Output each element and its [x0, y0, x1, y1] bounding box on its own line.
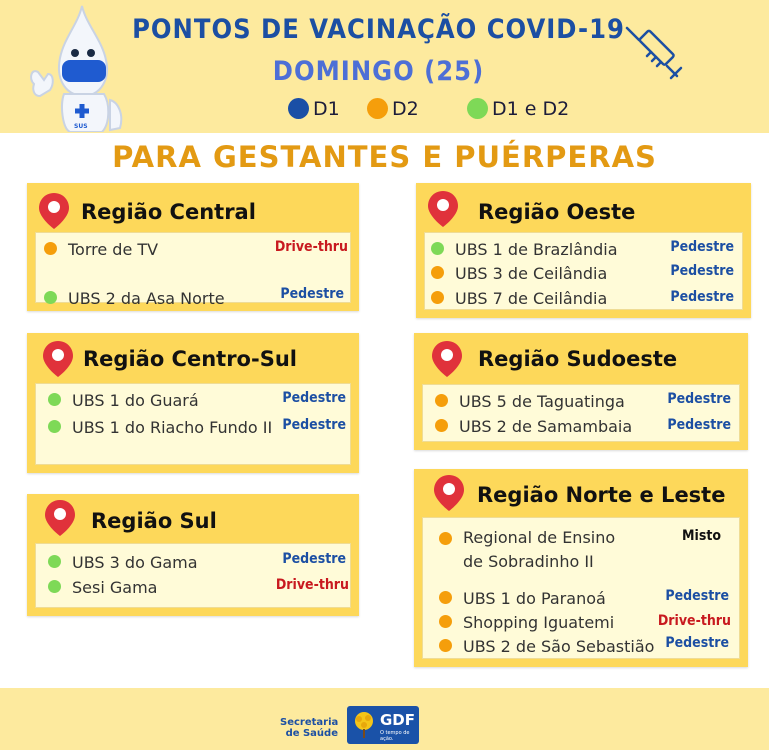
svg-text:SUS: SUS	[74, 123, 88, 130]
location-name: UBS 1 do Riacho Fundo II	[72, 418, 273, 437]
legend-d1d2	[467, 98, 569, 120]
ipe-flower-icon	[351, 711, 377, 739]
location-name: UBS 3 de Ceilândia	[455, 264, 608, 283]
dose-dot	[48, 420, 61, 433]
dose-dot	[435, 419, 448, 432]
access-mode: Drive-thru	[657, 613, 731, 629]
dose-dot	[439, 639, 452, 652]
access-mode: Pedestre	[667, 417, 731, 433]
region-card-norte-leste	[414, 469, 748, 667]
page-title: PONTOS DE VACINAÇÃO COVID-19	[132, 14, 625, 45]
gdf-label: GDF	[380, 711, 416, 729]
access-mode: Misto	[681, 528, 721, 544]
location-pin-icon	[41, 339, 75, 379]
access-mode: Pedestre	[670, 289, 734, 305]
location-pin-icon	[426, 189, 460, 229]
location-name: UBS 2 de São Sebastião	[463, 637, 655, 656]
region-list	[422, 384, 740, 442]
region-title: Região Sudoeste	[478, 347, 678, 371]
region-title: Região Sul	[91, 509, 217, 533]
dose-dot	[431, 266, 444, 279]
page-day: DOMINGO (25)	[272, 56, 485, 87]
legend-d2-dot	[367, 98, 388, 119]
region-list	[422, 517, 740, 659]
access-mode: Pedestre	[282, 551, 346, 567]
region-card-sudoeste	[414, 333, 748, 450]
gdf-logo	[347, 706, 419, 744]
region-list	[35, 232, 351, 308]
access-mode: Pedestre	[665, 635, 729, 651]
region-card-sul	[27, 494, 359, 616]
location-name: UBS 7 de Ceilândia	[455, 289, 608, 308]
legend-d1-label: D1	[313, 98, 340, 120]
secretaria-line1: Secretaria	[280, 717, 339, 728]
region-title: Região Central	[81, 200, 256, 224]
syringe-icon	[625, 26, 685, 88]
dose-dot	[48, 580, 61, 593]
access-mode: Pedestre	[282, 417, 346, 433]
dose-dot	[431, 242, 444, 255]
access-mode: Pedestre	[280, 286, 344, 302]
location-name: UBS 2 de Samambaia	[459, 417, 633, 436]
legend-d2	[367, 98, 419, 120]
access-mode: Pedestre	[670, 263, 734, 279]
dose-dot	[44, 242, 57, 255]
region-card-oeste	[416, 183, 751, 318]
location-name-line2: de Sobradinho II	[463, 552, 594, 571]
dose-dot	[431, 291, 444, 304]
location-name: UBS 2 da Asa Norte	[68, 289, 225, 308]
region-card-centro-sul	[27, 333, 359, 473]
legend-d1d2-dot	[467, 98, 488, 119]
dose-dot	[439, 532, 452, 545]
region-title: Região Norte e Leste	[477, 483, 726, 507]
location-name: UBS 1 do Guará	[72, 391, 199, 410]
location-pin-icon	[37, 191, 71, 231]
location-pin-icon	[430, 339, 464, 379]
dose-dot	[48, 393, 61, 406]
region-list	[35, 543, 351, 608]
location-name: Sesi Gama	[72, 578, 158, 597]
access-mode: Pedestre	[670, 239, 734, 255]
region-card-central	[27, 183, 359, 311]
access-mode: Pedestre	[665, 588, 729, 604]
access-mode: Pedestre	[282, 390, 346, 406]
region-list	[35, 383, 351, 465]
dose-dot	[439, 591, 452, 604]
legend-d2-label: D2	[392, 98, 419, 120]
location-name: UBS 3 do Gama	[72, 553, 198, 572]
location-name: Shopping Iguatemi	[463, 613, 615, 632]
gdf-slogan: O tempo de ação.	[380, 730, 410, 742]
dose-dot	[435, 394, 448, 407]
secretaria-logo-text	[280, 717, 338, 739]
location-name: UBS 1 de Brazlândia	[455, 240, 618, 259]
location-name: UBS 5 de Taguatinga	[459, 392, 625, 411]
region-title: Região Centro-Sul	[83, 347, 297, 371]
location-name: Regional de Ensino	[463, 528, 616, 547]
region-list	[424, 232, 743, 310]
dose-dot	[44, 291, 57, 304]
region-title: Região Oeste	[478, 200, 636, 224]
location-name: Torre de TV	[68, 240, 159, 259]
secretaria-line2: de Saúde	[285, 728, 338, 739]
legend-d1	[288, 98, 340, 120]
subtitle: PARA GESTANTES E PUÉRPERAS	[112, 140, 657, 174]
location-pin-icon	[432, 473, 466, 513]
access-mode: Pedestre	[667, 391, 731, 407]
legend-d1-dot	[288, 98, 309, 119]
access-mode: Drive-thru	[274, 239, 348, 255]
location-name: UBS 1 do Paranoá	[463, 589, 606, 608]
location-pin-icon	[43, 498, 77, 538]
legend-d1d2-label: D1 e D2	[492, 98, 570, 120]
dose-dot	[48, 555, 61, 568]
access-mode: Drive-thru	[275, 577, 349, 593]
dose-dot	[439, 615, 452, 628]
